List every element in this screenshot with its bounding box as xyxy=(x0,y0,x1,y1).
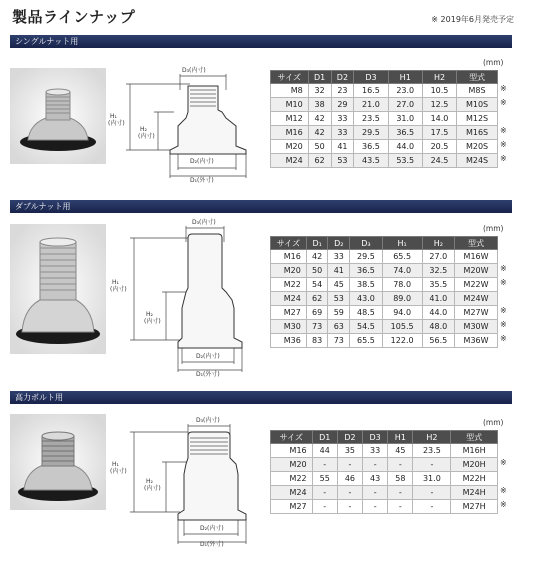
diagram-label-h2: H₂ xyxy=(146,311,153,318)
column-header: D₃ xyxy=(350,237,383,250)
table-cell: 44.0 xyxy=(422,306,455,320)
table-cell: M16S xyxy=(457,126,498,140)
diagram-label-h1-inner: (内寸) xyxy=(110,286,127,293)
column-header: D2 xyxy=(331,71,354,84)
column-header: H₂ xyxy=(422,237,455,250)
table-cell: M24W xyxy=(455,292,498,306)
size-cell: M8 xyxy=(271,84,309,98)
table-cell: 33 xyxy=(331,112,354,126)
table-cell: 62 xyxy=(308,154,331,168)
table-row xyxy=(271,320,498,334)
column-header: D2 xyxy=(337,431,362,444)
table-cell: M30W xyxy=(455,320,498,334)
table-cell: 56.5 xyxy=(422,334,455,348)
table-cell: 29.5 xyxy=(350,250,383,264)
spec-table-single-nut xyxy=(270,70,498,168)
section-header-high-strength-bolt: 高力ボルト用 xyxy=(10,391,512,404)
size-cell: M10 xyxy=(271,98,309,112)
size-cell: M24 xyxy=(271,154,309,168)
table-row xyxy=(271,98,498,112)
table-cell: 48.0 xyxy=(422,320,455,334)
table-cell: 43.0 xyxy=(350,292,383,306)
size-cell: M16 xyxy=(271,250,307,264)
column-header: 型式 xyxy=(457,71,498,84)
table-row xyxy=(271,334,498,348)
table-cell: 42 xyxy=(308,112,331,126)
table-cell: 36.5 xyxy=(388,126,422,140)
table-cell: - xyxy=(388,486,413,500)
table-cell: - xyxy=(363,486,388,500)
release-mark: ※ xyxy=(500,84,507,93)
table-cell: 33 xyxy=(328,250,350,264)
table-cell: 53 xyxy=(331,154,354,168)
diagram-label-h1-inner: (内寸) xyxy=(108,120,125,127)
diagram-label-d3: D₃(内寸) xyxy=(182,67,206,74)
column-header: H₁ xyxy=(382,237,422,250)
table-cell: 38 xyxy=(308,98,331,112)
size-cell: M20 xyxy=(271,264,307,278)
size-cell: M20 xyxy=(271,140,309,154)
table-cell: 27.0 xyxy=(422,250,455,264)
release-mark: ※ xyxy=(500,486,507,495)
release-mark: ※ xyxy=(500,458,507,467)
diagram-label-h1: H₁ xyxy=(112,279,119,286)
table-row xyxy=(271,126,498,140)
release-mark: ※ xyxy=(500,264,507,273)
table-row xyxy=(271,458,498,472)
table-row xyxy=(271,486,498,500)
table-cell: M22W xyxy=(455,278,498,292)
table-cell: - xyxy=(337,458,362,472)
column-header: サイズ xyxy=(271,431,313,444)
diagram-label-h2: H₂ xyxy=(140,126,147,133)
table-cell: M27H xyxy=(451,500,498,514)
table-cell: 41 xyxy=(328,264,350,278)
release-mark: ※ xyxy=(500,278,507,287)
table-cell: M20H xyxy=(451,458,498,472)
table-cell: M10S xyxy=(457,98,498,112)
table-cell: 32 xyxy=(308,84,331,98)
release-mark: ※ xyxy=(500,126,507,135)
table-row xyxy=(271,250,498,264)
table-cell: - xyxy=(312,500,337,514)
table-cell: 31.0 xyxy=(388,112,422,126)
table-cell: M20W xyxy=(455,264,498,278)
size-cell: M16 xyxy=(271,126,309,140)
release-mark: ※ xyxy=(500,154,507,163)
table-row xyxy=(271,500,498,514)
release-mark: ※ xyxy=(500,334,507,343)
table-cell: 54.5 xyxy=(350,320,383,334)
table-row xyxy=(271,154,498,168)
table-cell: M8S xyxy=(457,84,498,98)
table-cell: 12.5 xyxy=(422,98,456,112)
table-cell: 38.5 xyxy=(350,278,383,292)
dimension-diagram-single-nut xyxy=(108,64,258,188)
table-cell: 46 xyxy=(337,472,362,486)
column-header: 型式 xyxy=(455,237,498,250)
table-cell: 94.0 xyxy=(382,306,422,320)
size-cell: M22 xyxy=(271,278,307,292)
dimension-diagram-double-nut xyxy=(108,212,258,382)
table-cell: - xyxy=(388,500,413,514)
table-cell: 65.5 xyxy=(382,250,422,264)
dimension-diagram-high-strength-bolt xyxy=(108,412,258,552)
table-cell: M12S xyxy=(457,112,498,126)
table-cell: M22H xyxy=(451,472,498,486)
table-cell: 73 xyxy=(306,320,328,334)
table-cell: 23.5 xyxy=(354,112,388,126)
table-cell: 17.5 xyxy=(422,126,456,140)
table-row xyxy=(271,278,498,292)
size-cell: M24 xyxy=(271,486,313,500)
table-cell: 42 xyxy=(306,250,328,264)
table-cell: 33 xyxy=(331,126,354,140)
size-cell: M24 xyxy=(271,292,307,306)
table-cell: 10.5 xyxy=(422,84,456,98)
table-cell: 29 xyxy=(331,98,354,112)
table-cell: M16H xyxy=(451,444,498,458)
table-header-row xyxy=(271,237,498,250)
table-row xyxy=(271,112,498,126)
diagram-label-d3: D₃(内寸) xyxy=(196,417,220,424)
table-cell: 122.0 xyxy=(382,334,422,348)
table-cell: 42 xyxy=(308,126,331,140)
table-header-row xyxy=(271,71,498,84)
size-cell: M12 xyxy=(271,112,309,126)
table-cell: M24S xyxy=(457,154,498,168)
release-mark: ※ xyxy=(500,500,507,509)
unit-label-double-nut: (mm) xyxy=(483,224,504,233)
table-row xyxy=(271,264,498,278)
table-cell: 63 xyxy=(328,320,350,334)
table-cell: 54 xyxy=(306,278,328,292)
product-photo-double-nut xyxy=(10,224,106,354)
table-cell: M20S xyxy=(457,140,498,154)
column-header: サイズ xyxy=(271,71,309,84)
table-cell: 16.5 xyxy=(354,84,388,98)
table-cell: 43.5 xyxy=(354,154,388,168)
table-cell: - xyxy=(363,458,388,472)
diagram-label-d1: D₁(外寸) xyxy=(190,177,214,184)
table-cell: M36W xyxy=(455,334,498,348)
table-cell: - xyxy=(388,458,413,472)
table-cell: 23.5 xyxy=(413,444,451,458)
release-mark: ※ xyxy=(500,140,507,149)
table-cell: 41.0 xyxy=(422,292,455,306)
table-cell: 14.0 xyxy=(422,112,456,126)
table-cell: M24H xyxy=(451,486,498,500)
table-row xyxy=(271,292,498,306)
diagram-label-h1-inner: (内寸) xyxy=(110,468,127,475)
size-cell: M16 xyxy=(271,444,313,458)
size-cell: M22 xyxy=(271,472,313,486)
release-mark: ※ xyxy=(500,306,507,315)
table-header-row xyxy=(271,431,498,444)
column-header: D1 xyxy=(312,431,337,444)
column-header: D₁ xyxy=(306,237,328,250)
table-row xyxy=(271,472,498,486)
table-cell: - xyxy=(363,500,388,514)
diagram-label-h2: H₂ xyxy=(146,478,153,485)
table-cell: 69 xyxy=(306,306,328,320)
diagram-label-h1: H₁ xyxy=(112,461,119,468)
table-cell: 23.0 xyxy=(388,84,422,98)
size-cell: M27 xyxy=(271,500,313,514)
table-cell: 73 xyxy=(328,334,350,348)
table-cell: - xyxy=(337,500,362,514)
column-header: H2 xyxy=(413,431,451,444)
diagram-label-h1: H₁ xyxy=(110,113,117,120)
unit-label-single-nut: (mm) xyxy=(483,58,504,67)
release-mark: ※ xyxy=(500,98,507,107)
table-cell: 89.0 xyxy=(382,292,422,306)
column-header: D3 xyxy=(363,431,388,444)
table-cell: 53.5 xyxy=(388,154,422,168)
table-cell: 62 xyxy=(306,292,328,306)
table-cell: 44 xyxy=(312,444,337,458)
table-cell: 35 xyxy=(337,444,362,458)
size-cell: M36 xyxy=(271,334,307,348)
table-cell: 43 xyxy=(363,472,388,486)
column-header: 型式 xyxy=(451,431,498,444)
column-header: D3 xyxy=(354,71,388,84)
diagram-label-h2-inner: (内寸) xyxy=(138,133,155,140)
table-cell: 44.0 xyxy=(388,140,422,154)
table-row xyxy=(271,84,498,98)
diagram-label-d2: D₂(内寸) xyxy=(200,525,224,532)
diagram-label-h2-inner: (内寸) xyxy=(144,318,161,325)
table-cell: 27.0 xyxy=(388,98,422,112)
unit-label-high-strength-bolt: (mm) xyxy=(483,418,504,427)
table-cell: 23 xyxy=(331,84,354,98)
diagram-label-d1: D₁(外寸) xyxy=(196,371,220,378)
diagram-label-d1: D₁(外寸) xyxy=(200,541,224,548)
diagram-label-h2-inner: (内寸) xyxy=(144,485,161,492)
column-header: H2 xyxy=(422,71,456,84)
table-cell: 36.5 xyxy=(354,140,388,154)
table-cell: 50 xyxy=(306,264,328,278)
spec-table-high-strength-bolt xyxy=(270,430,498,514)
table-cell: 45 xyxy=(328,278,350,292)
table-cell: 21.0 xyxy=(354,98,388,112)
spec-table-double-nut xyxy=(270,236,498,348)
table-cell: 74.0 xyxy=(382,264,422,278)
table-cell: 53 xyxy=(328,292,350,306)
table-cell: M27W xyxy=(455,306,498,320)
size-cell: M30 xyxy=(271,320,307,334)
table-cell: 59 xyxy=(328,306,350,320)
release-mark: ※ xyxy=(500,320,507,329)
table-cell: 83 xyxy=(306,334,328,348)
table-cell: 29.5 xyxy=(354,126,388,140)
table-cell: 33 xyxy=(363,444,388,458)
table-cell: 105.5 xyxy=(382,320,422,334)
section-header-single-nut: シングルナット用 xyxy=(10,35,512,48)
column-header: D₂ xyxy=(328,237,350,250)
diagram-label-d3: D₃(内寸) xyxy=(192,219,216,226)
table-cell: 36.5 xyxy=(350,264,383,278)
table-cell: 58 xyxy=(388,472,413,486)
section-header-double-nut: ダブルナット用 xyxy=(10,200,512,213)
table-cell: 41 xyxy=(331,140,354,154)
column-header: D1 xyxy=(308,71,331,84)
table-row xyxy=(271,140,498,154)
table-cell: 78.0 xyxy=(382,278,422,292)
release-note: ※ 2019年6月発売予定 xyxy=(431,15,514,24)
table-cell: 48.5 xyxy=(350,306,383,320)
table-cell: M16W xyxy=(455,250,498,264)
product-photo-high-strength-bolt xyxy=(10,414,106,510)
table-cell: 32.5 xyxy=(422,264,455,278)
diagram-label-d2: D₂(内寸) xyxy=(196,353,220,360)
table-cell: - xyxy=(413,458,451,472)
table-cell: 35.5 xyxy=(422,278,455,292)
table-cell: 65.5 xyxy=(350,334,383,348)
table-cell: - xyxy=(413,500,451,514)
page-title: 製品ラインナップ xyxy=(12,8,136,26)
product-photo-single-nut xyxy=(10,68,106,164)
table-cell: 55 xyxy=(312,472,337,486)
table-cell: - xyxy=(312,486,337,500)
size-cell: M27 xyxy=(271,306,307,320)
table-cell: 20.5 xyxy=(422,140,456,154)
table-cell: 45 xyxy=(388,444,413,458)
table-cell: 24.5 xyxy=(422,154,456,168)
table-row xyxy=(271,306,498,320)
column-header: H1 xyxy=(388,71,422,84)
table-cell: 31.0 xyxy=(413,472,451,486)
table-cell: 50 xyxy=(308,140,331,154)
table-cell: - xyxy=(337,486,362,500)
column-header: サイズ xyxy=(271,237,307,250)
table-row xyxy=(271,444,498,458)
size-cell: M20 xyxy=(271,458,313,472)
table-cell: - xyxy=(312,458,337,472)
column-header: H1 xyxy=(388,431,413,444)
diagram-label-d2: D₂(内寸) xyxy=(190,158,214,165)
table-cell: - xyxy=(413,486,451,500)
